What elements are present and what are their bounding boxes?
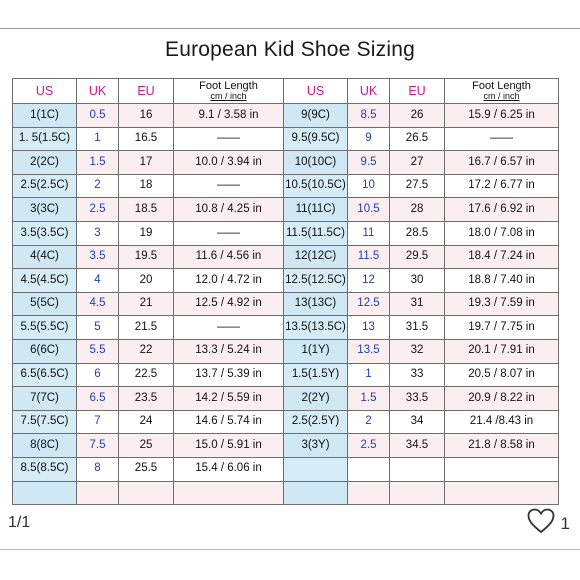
right-uk-size-cell: 10 — [348, 174, 390, 198]
chart-title: European Kid Shoe Sizing — [165, 38, 415, 61]
right-uk-size-cell: 12 — [348, 269, 390, 293]
right-foot-length-cell: 18.8 / 7.40 in — [445, 269, 559, 293]
table-row — [13, 363, 559, 387]
right-us-size-cell — [284, 457, 348, 481]
right-uk-size-cell: 12.5 — [348, 292, 390, 316]
table-row — [13, 316, 559, 340]
right-foot-length-cell: 18.0 / 7.08 in — [445, 221, 559, 245]
header-eu: EU — [119, 79, 174, 104]
right-uk-size-cell: 13.5 — [348, 339, 390, 363]
right-eu-size-cell: 32 — [390, 339, 445, 363]
right-eu-size-cell: 30 — [390, 269, 445, 293]
left-foot-length-cell: —— — [174, 316, 284, 340]
header-us-right: US — [284, 79, 348, 104]
left-uk-size-cell: 2.5 — [77, 198, 119, 222]
page-indicator: 1/1 — [8, 514, 31, 531]
left-eu-size-cell: 18 — [119, 174, 174, 198]
left-foot-length-cell: 13.3 / 5.24 in — [174, 339, 284, 363]
heart-icon[interactable] — [527, 508, 555, 539]
header-foot-length-sub: cm / inch — [483, 91, 520, 101]
left-eu-size-cell: 25.5 — [119, 457, 174, 481]
right-eu-size-cell — [390, 457, 445, 481]
right-uk-size-cell: 11.5 — [348, 245, 390, 269]
left-foot-length-cell: 15.0 / 5.91 in — [174, 434, 284, 458]
table-row — [13, 481, 559, 505]
right-us-size-cell: 10.5(10.5C) — [284, 174, 348, 198]
right-eu-size-cell — [390, 481, 445, 505]
left-eu-size-cell: 16.5 — [119, 127, 174, 151]
left-us-size-cell — [13, 481, 77, 505]
right-us-size-cell — [284, 481, 348, 505]
left-uk-size-cell: 3 — [77, 221, 119, 245]
left-us-size-cell: 5(5C) — [13, 292, 77, 316]
header-foot-length-sub: cm / inch — [210, 91, 247, 101]
right-uk-size-cell: 13 — [348, 316, 390, 340]
like-button[interactable] — [527, 508, 570, 539]
left-uk-size-cell: 6.5 — [77, 387, 119, 411]
left-uk-size-cell: 6 — [77, 363, 119, 387]
right-uk-size-cell: 11 — [348, 221, 390, 245]
left-foot-length-cell: 12.0 / 4.72 in — [174, 269, 284, 293]
right-foot-length-cell — [445, 457, 559, 481]
left-foot-length-cell: 9.1 / 3.58 in — [174, 104, 284, 128]
table-row — [13, 387, 559, 411]
right-foot-length-cell: 20.5 / 8.07 in — [445, 363, 559, 387]
right-us-size-cell: 12.5(12.5C) — [284, 269, 348, 293]
header-eu-right: EU — [390, 79, 445, 104]
left-uk-size-cell: 1 — [77, 127, 119, 151]
right-foot-length-cell: 16.7 / 6.57 in — [445, 151, 559, 175]
right-uk-size-cell: 1.5 — [348, 387, 390, 411]
left-uk-size-cell: 3.5 — [77, 245, 119, 269]
left-eu-size-cell: 22.5 — [119, 363, 174, 387]
left-foot-length-cell: 11.6 / 4.56 in — [174, 245, 284, 269]
right-us-size-cell: 9(9C) — [284, 104, 348, 128]
left-eu-size-cell — [119, 481, 174, 505]
right-uk-size-cell — [348, 481, 390, 505]
table-row — [13, 292, 559, 316]
left-foot-length-cell: 10.0 / 3.94 in — [174, 151, 284, 175]
left-us-size-cell: 5.5(5.5C) — [13, 316, 77, 340]
table-body — [13, 104, 559, 505]
left-us-size-cell: 8.5(8.5C) — [13, 457, 77, 481]
right-us-size-cell: 13(13C) — [284, 292, 348, 316]
like-count: 1 — [560, 513, 570, 533]
right-eu-size-cell: 31 — [390, 292, 445, 316]
right-us-size-cell: 3(3Y) — [284, 434, 348, 458]
right-us-size-cell: 11(11C) — [284, 198, 348, 222]
left-us-size-cell: 3.5(3.5C) — [13, 221, 77, 245]
right-eu-size-cell: 31.5 — [390, 316, 445, 340]
right-us-size-cell: 1(1Y) — [284, 339, 348, 363]
right-eu-size-cell: 27.5 — [390, 174, 445, 198]
right-foot-length-cell: 19.3 / 7.59 in — [445, 292, 559, 316]
right-foot-length-cell: 21.4 /8.43 in — [445, 410, 559, 434]
right-foot-length-cell: 15.9 / 6.25 in — [445, 104, 559, 128]
left-us-size-cell: 7.5(7.5C) — [13, 410, 77, 434]
size-table — [12, 78, 559, 505]
left-us-size-cell: 7(7C) — [13, 387, 77, 411]
right-eu-size-cell: 27 — [390, 151, 445, 175]
left-foot-length-cell: 12.5 / 4.92 in — [174, 292, 284, 316]
right-eu-size-cell: 33.5 — [390, 387, 445, 411]
left-us-size-cell: 6.5(6.5C) — [13, 363, 77, 387]
left-uk-size-cell — [77, 481, 119, 505]
left-uk-size-cell: 4.5 — [77, 292, 119, 316]
left-uk-size-cell: 7.5 — [77, 434, 119, 458]
right-foot-length-cell: 18.4 / 7.24 in — [445, 245, 559, 269]
right-us-size-cell: 10(10C) — [284, 151, 348, 175]
left-uk-size-cell: 2 — [77, 174, 119, 198]
left-eu-size-cell: 20 — [119, 269, 174, 293]
left-foot-length-cell: 14.2 / 5.59 in — [174, 387, 284, 411]
right-eu-size-cell: 33 — [390, 363, 445, 387]
table-row — [13, 245, 559, 269]
header-uk-right: UK — [348, 79, 390, 104]
header-foot-length-main: Foot Length — [472, 80, 531, 92]
table-row — [13, 410, 559, 434]
left-foot-length-cell: 15.4 / 6.06 in — [174, 457, 284, 481]
left-uk-size-cell: 5 — [77, 316, 119, 340]
left-eu-size-cell: 17 — [119, 151, 174, 175]
left-uk-size-cell: 7 — [77, 410, 119, 434]
right-us-size-cell: 11.5(11.5C) — [284, 221, 348, 245]
table-row — [13, 457, 559, 481]
left-foot-length-cell: 10.8 / 4.25 in — [174, 198, 284, 222]
right-eu-size-cell: 28.5 — [390, 221, 445, 245]
table-row — [13, 127, 559, 151]
right-uk-size-cell: 2.5 — [348, 434, 390, 458]
right-eu-size-cell: 34.5 — [390, 434, 445, 458]
left-foot-length-cell: 14.6 / 5.74 in — [174, 410, 284, 434]
right-us-size-cell: 1.5(1.5Y) — [284, 363, 348, 387]
right-us-size-cell: 9.5(9.5C) — [284, 127, 348, 151]
left-uk-size-cell: 0.5 — [77, 104, 119, 128]
left-eu-size-cell: 25 — [119, 434, 174, 458]
left-eu-size-cell: 16 — [119, 104, 174, 128]
right-uk-size-cell: 10.5 — [348, 198, 390, 222]
left-us-size-cell: 1(1C) — [13, 104, 77, 128]
right-uk-size-cell: 2 — [348, 410, 390, 434]
left-uk-size-cell: 4 — [77, 269, 119, 293]
right-uk-size-cell: 9 — [348, 127, 390, 151]
header-us: US — [13, 79, 77, 104]
right-us-size-cell: 12(12C) — [284, 245, 348, 269]
left-uk-size-cell: 5.5 — [77, 339, 119, 363]
right-foot-length-cell: 21.8 / 8.58 in — [445, 434, 559, 458]
left-eu-size-cell: 21 — [119, 292, 174, 316]
left-us-size-cell: 6(6C) — [13, 339, 77, 363]
table-row — [13, 198, 559, 222]
right-us-size-cell: 2(2Y) — [284, 387, 348, 411]
left-us-size-cell: 3(3C) — [13, 198, 77, 222]
left-eu-size-cell: 21.5 — [119, 316, 174, 340]
header-foot-length-right — [445, 79, 559, 104]
table-header-row — [13, 79, 559, 104]
left-foot-length-cell: —— — [174, 127, 284, 151]
left-uk-size-cell: 1.5 — [77, 151, 119, 175]
right-foot-length-cell: 20.9 / 8.22 in — [445, 387, 559, 411]
table-row — [13, 104, 559, 128]
header-foot-length-main: Foot Length — [199, 80, 258, 92]
left-foot-length-cell — [174, 481, 284, 505]
right-eu-size-cell: 26.5 — [390, 127, 445, 151]
left-us-size-cell: 2.5(2.5C) — [13, 174, 77, 198]
table-row — [13, 151, 559, 175]
right-eu-size-cell: 28 — [390, 198, 445, 222]
header-uk: UK — [77, 79, 119, 104]
right-uk-size-cell: 8.5 — [348, 104, 390, 128]
right-eu-size-cell: 26 — [390, 104, 445, 128]
right-eu-size-cell: 29.5 — [390, 245, 445, 269]
right-foot-length-cell: 17.2 / 6.77 in — [445, 174, 559, 198]
left-us-size-cell: 1. 5(1.5C) — [13, 127, 77, 151]
right-foot-length-cell: 17.6 / 6.92 in — [445, 198, 559, 222]
right-foot-length-cell: 20.1 / 7.91 in — [445, 339, 559, 363]
table-row — [13, 269, 559, 293]
table-row — [13, 339, 559, 363]
right-uk-size-cell — [348, 457, 390, 481]
right-uk-size-cell: 1 — [348, 363, 390, 387]
left-eu-size-cell: 22 — [119, 339, 174, 363]
left-us-size-cell: 4.5(4.5C) — [13, 269, 77, 293]
right-foot-length-cell: 19.7 / 7.75 in — [445, 316, 559, 340]
left-eu-size-cell: 24 — [119, 410, 174, 434]
table-row — [13, 221, 559, 245]
left-eu-size-cell: 18.5 — [119, 198, 174, 222]
left-uk-size-cell: 8 — [77, 457, 119, 481]
left-foot-length-cell: —— — [174, 174, 284, 198]
right-uk-size-cell: 9.5 — [348, 151, 390, 175]
right-foot-length-cell — [445, 481, 559, 505]
left-foot-length-cell: —— — [174, 221, 284, 245]
right-eu-size-cell: 34 — [390, 410, 445, 434]
left-eu-size-cell: 19.5 — [119, 245, 174, 269]
left-eu-size-cell: 23.5 — [119, 387, 174, 411]
right-foot-length-cell: —— — [445, 127, 559, 151]
left-foot-length-cell: 13.7 / 5.39 in — [174, 363, 284, 387]
header-foot-length — [174, 79, 284, 104]
table-row — [13, 174, 559, 198]
table-row — [13, 434, 559, 458]
left-us-size-cell: 4(4C) — [13, 245, 77, 269]
left-eu-size-cell: 19 — [119, 221, 174, 245]
right-us-size-cell: 2.5(2.5Y) — [284, 410, 348, 434]
left-us-size-cell: 2(2C) — [13, 151, 77, 175]
left-us-size-cell: 8(8C) — [13, 434, 77, 458]
right-us-size-cell: 13.5(13.5C) — [284, 316, 348, 340]
